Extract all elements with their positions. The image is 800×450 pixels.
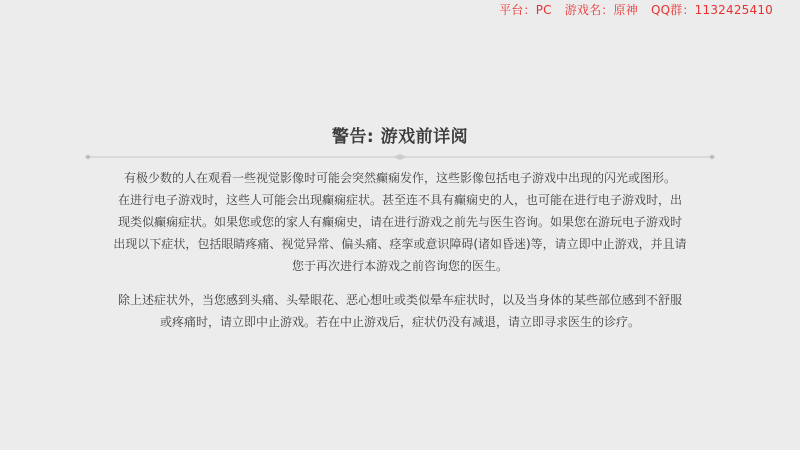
ornamental-divider	[85, 154, 715, 160]
platform-label: 平台：PC	[499, 3, 552, 17]
game-name-label: 游戏名：原神	[564, 3, 638, 17]
qq-group-label: QQ群：1132425410	[650, 3, 773, 17]
warning-line: 有极少数的人在观看一些视觉影像时可能会突然癫痫发作，这些影像包括电子游戏中出现的闪光或图形。	[123, 171, 676, 185]
warning-title: 警告: 游戏前详阅	[331, 127, 469, 147]
warning-line: 现类似癫痫症状。如果您或您的家人有癫痫史，请在进行游戏之前先与医生咨询。如果您在游玩电子游戏时	[117, 215, 682, 229]
warning-paragraph-1	[85, 167, 715, 277]
warning-line: 除上述症状外，当您感到头痛、头晕眼花、恶心想吐或类似晕车症状时，以及当身体的某些部位感到不舒服	[117, 293, 682, 307]
warning-line: 在进行电子游戏时，这些人可能会出现癫痫症状。甚至连不具有癫痫史的人，也可能在进行电子游戏时，出	[117, 193, 682, 207]
warning-line: 您于再次进行本游戏之前咨询您的医生。	[291, 259, 508, 273]
warning-paragraph-2	[85, 289, 715, 333]
warning-line: 或疼痛时，请立即中止游戏。若在中止游戏后，症状仍没有减退，请立即寻求医生的诊疗。	[159, 315, 640, 329]
warning-line: 出现以下症状，包括眼睛疼痛、视觉异常、偏头痛、痉挛或意识障碍(诸如昏迷)等，请立即中止游戏，并且请	[113, 237, 687, 251]
